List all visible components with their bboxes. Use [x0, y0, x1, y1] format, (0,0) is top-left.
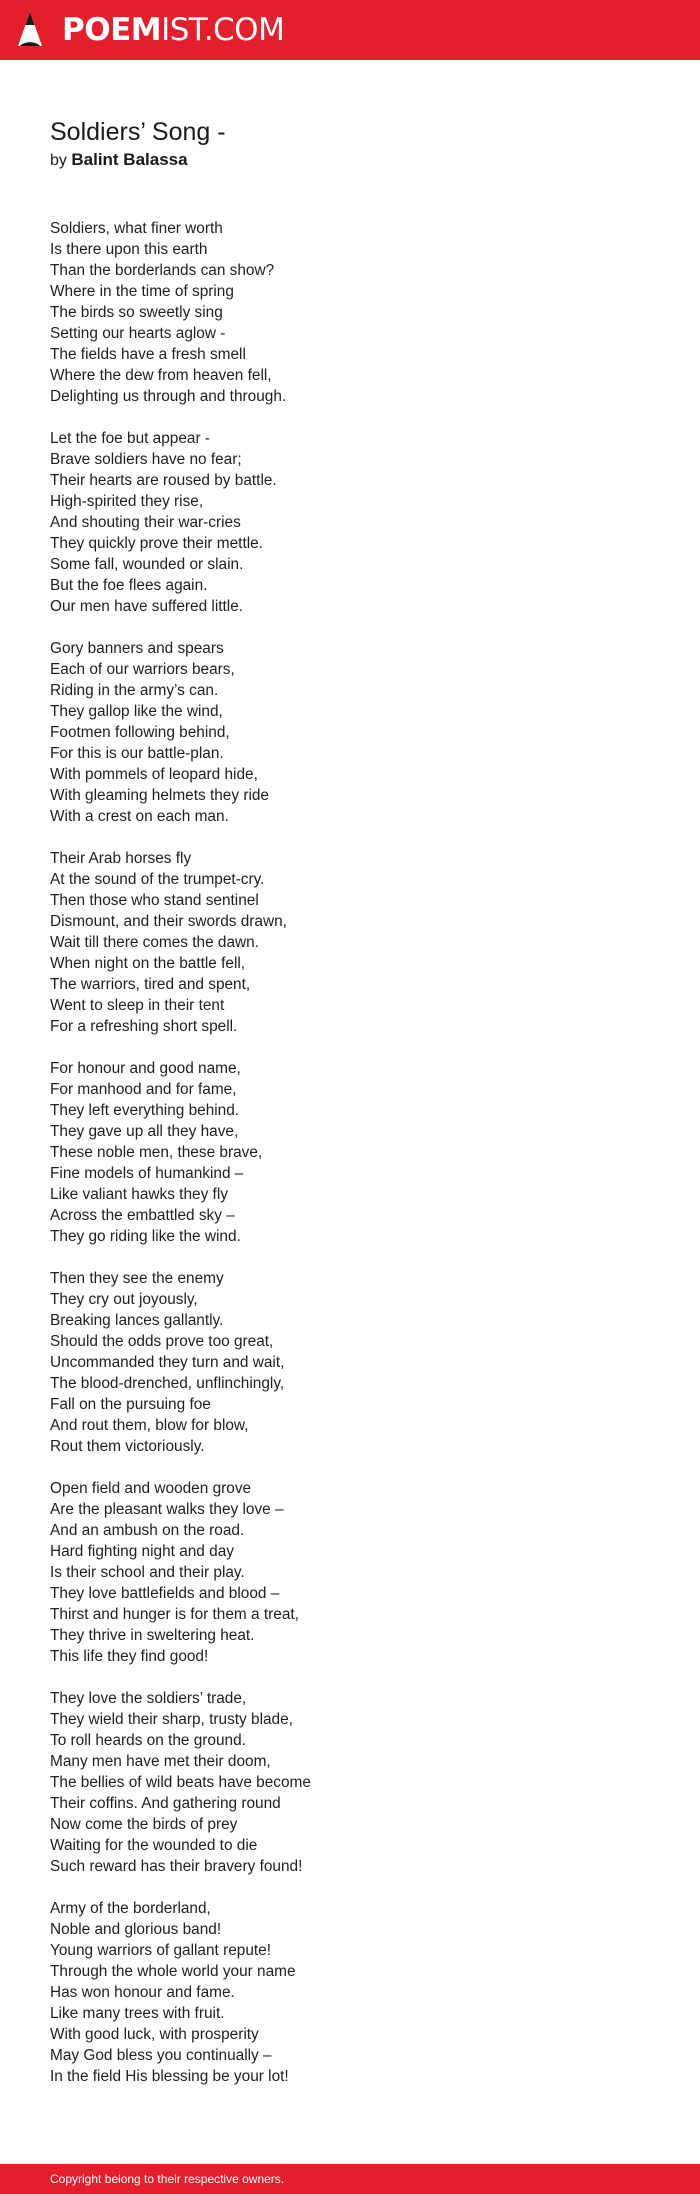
- poem-line: Rout them victoriously.: [50, 1438, 205, 1455]
- logo-bold-text: POEM: [62, 12, 162, 48]
- poem-line: Waiting for the wounded to die: [50, 1837, 258, 1854]
- poem-line: With pommels of leopard hide,: [50, 766, 258, 783]
- poem-line: They love the soldiers’ trade,: [50, 1690, 247, 1707]
- poem-line: The warriors, tired and spent,: [50, 976, 251, 993]
- poem-line: Footmen following behind,: [50, 724, 230, 741]
- poem-line: They left everything behind.: [50, 1102, 240, 1119]
- poem-line: And an ambush on the road.: [50, 1522, 245, 1539]
- poem-line: They gallop like the wind,: [50, 703, 223, 720]
- poem-line: Our men have suffered little.: [50, 598, 244, 615]
- poem-line: May God bless you continually –: [50, 2047, 272, 2064]
- poem-line: They love battlefields and blood –: [50, 1585, 280, 1602]
- poem-line: Are the pleasant walks they love –: [50, 1501, 284, 1518]
- poem-line: Should the odds prove too great,: [50, 1333, 274, 1350]
- poem-line: With a crest on each man.: [50, 808, 229, 825]
- poem-line: At the sound of the trumpet-cry.: [50, 871, 265, 888]
- poem-line: Then those who stand sentinel: [50, 892, 259, 909]
- poem-line: Let the foe but appear -: [50, 430, 211, 447]
- poem-line: Then they see the enemy: [50, 1270, 224, 1287]
- poem-line: Such reward has their bravery found!: [50, 1858, 303, 1875]
- poem-line: They wield their sharp, trusty blade,: [50, 1711, 293, 1728]
- poem-line: They cry out joyously,: [50, 1291, 198, 1308]
- poem-line: Riding in the army’s can.: [50, 682, 219, 699]
- poem-line: To roll heards on the ground.: [50, 1732, 246, 1749]
- poem-line: The fields have a fresh smell: [50, 346, 246, 363]
- stanza: [50, 428, 650, 617]
- poem-line: Delighting us through and through.: [50, 388, 287, 405]
- poem-body: [50, 218, 650, 2087]
- poem-line: Open field and wooden grove: [50, 1480, 252, 1497]
- author-name: Balint Balassa: [71, 150, 188, 169]
- site-footer: [0, 2164, 700, 2194]
- poem-line: With gleaming helmets they ride: [50, 787, 269, 804]
- poem-line: Gory banners and spears: [50, 640, 224, 657]
- stanza: [50, 638, 650, 827]
- poem-line: Like valiant hawks they fly: [50, 1186, 228, 1203]
- poem-line: For this is our battle-plan.: [50, 745, 224, 762]
- poem-line: The birds so sweetly sing: [50, 304, 223, 321]
- stanza: [50, 1688, 650, 1877]
- poem-line: Wait till there comes the dawn.: [50, 934, 259, 951]
- poem-line: Hard fighting night and day: [50, 1543, 234, 1560]
- stanza: [50, 218, 650, 407]
- poem-line: Like many trees with fruit.: [50, 2005, 225, 2022]
- poem-line: Brave soldiers have no fear;: [50, 451, 242, 468]
- stanza: [50, 1058, 650, 1247]
- poem-line: Dismount, and their swords drawn,: [50, 913, 287, 930]
- poem-line: Across the embattled sky –: [50, 1207, 235, 1224]
- poem-line: Went to sleep in their tent: [50, 997, 225, 1014]
- poem-line: Has won honour and fame.: [50, 1984, 235, 2001]
- poem-line: With good luck, with prosperity: [50, 2026, 259, 2043]
- poem-line: High-spirited they rise,: [50, 493, 204, 510]
- stanza: [50, 1898, 650, 2087]
- poem-line: Their Arab horses fly: [50, 850, 192, 867]
- poem-line: Their hearts are roused by battle.: [50, 472, 277, 489]
- poem-line: Young warriors of gallant repute!: [50, 1942, 272, 1959]
- poem-line: Setting our hearts aglow -: [50, 325, 226, 342]
- stanza: [50, 1268, 650, 1457]
- poem-line: Army of the borderland,: [50, 1900, 211, 1917]
- logo-light-text: IST.COM: [161, 12, 285, 48]
- stanza: [50, 1478, 650, 1667]
- poem-line: The blood-drenched, unflinchingly,: [50, 1375, 285, 1392]
- poem-line: Many men have met their doom,: [50, 1753, 271, 1770]
- poem-line: They thrive in sweltering heat.: [50, 1627, 255, 1644]
- poem-line: Now come the birds of prey: [50, 1816, 238, 1833]
- poem-line: Fine models of humankind –: [50, 1165, 244, 1182]
- poem-line: Through the whole world your name: [50, 1963, 296, 1980]
- site-header: [0, 0, 700, 60]
- poem-line: They go riding like the wind.: [50, 1228, 241, 1245]
- poem-line: Is their school and their play.: [50, 1564, 245, 1581]
- poem-line: Some fall, wounded or slain.: [50, 556, 244, 573]
- by-label: by: [50, 152, 67, 169]
- poem-line: When night on the battle fell,: [50, 955, 246, 972]
- stanza: [50, 848, 650, 1037]
- poem-line: For honour and good name,: [50, 1060, 241, 1077]
- byline: [50, 149, 650, 172]
- copyright-text: Copyright belong to their respective owners.: [50, 2172, 285, 2186]
- poem-line: Where the dew from heaven fell,: [50, 367, 272, 384]
- poem-line: Soldiers, what finer worth: [50, 220, 223, 237]
- poem-line: Fall on the pursuing foe: [50, 1396, 211, 1413]
- poem-line: Than the borderlands can show?: [50, 262, 275, 279]
- poem-line: For manhood and for fame,: [50, 1081, 237, 1098]
- poem-line: Uncommanded they turn and wait,: [50, 1354, 285, 1371]
- site-logo[interactable]: [62, 12, 284, 48]
- pencil-tip-icon[interactable]: [16, 10, 44, 50]
- poem-line: Breaking lances gallantly.: [50, 1312, 224, 1329]
- poem-line: They gave up all they have,: [50, 1123, 239, 1140]
- poem-line: The bellies of wild beats have become: [50, 1774, 311, 1791]
- poem-content: [50, 116, 650, 2108]
- poem-line: But the foe flees again.: [50, 577, 208, 594]
- poem-line: Where in the time of spring: [50, 283, 234, 300]
- poem-line: In the field His blessing be your lot!: [50, 2068, 289, 2085]
- poem-line: Noble and glorious band!: [50, 1921, 222, 1938]
- poem-line: And rout them, blow for blow,: [50, 1417, 249, 1434]
- poem-line: This life they find good!: [50, 1648, 209, 1665]
- poem-line: Thirst and hunger is for them a treat,: [50, 1606, 299, 1623]
- poem-line: Their coffins. And gathering round: [50, 1795, 281, 1812]
- poem-line: They quickly prove their mettle.: [50, 535, 263, 552]
- poem-line: Each of our warriors bears,: [50, 661, 235, 678]
- poem-line: These noble men, these brave,: [50, 1144, 263, 1161]
- poem-line: For a refreshing short spell.: [50, 1018, 238, 1035]
- poem-line: And shouting their war-cries: [50, 514, 241, 531]
- poem-line: Is there upon this earth: [50, 241, 208, 258]
- poem-title: Soldiers’ Song -: [50, 118, 226, 146]
